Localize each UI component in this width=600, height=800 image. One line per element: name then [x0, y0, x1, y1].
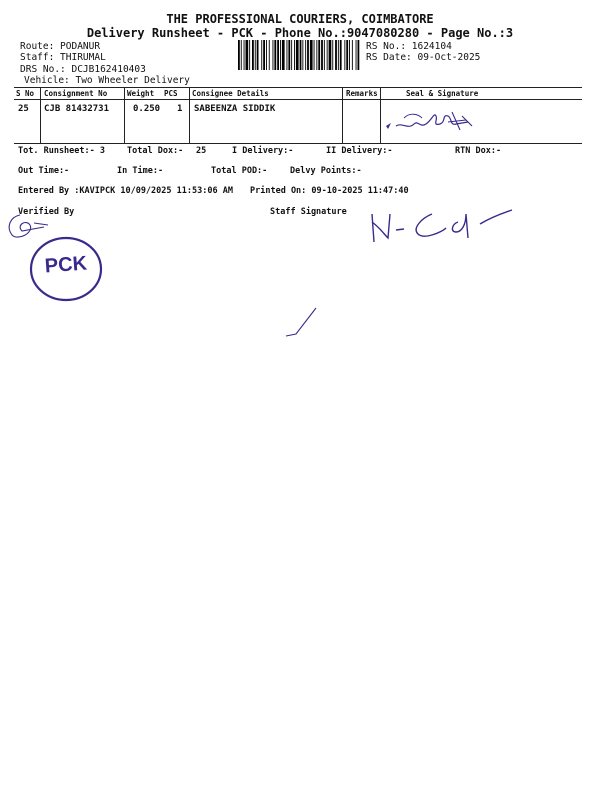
barcode-bar — [252, 40, 254, 70]
header-divider — [14, 99, 582, 100]
staff-signature — [362, 200, 522, 250]
barcode-bar — [346, 40, 348, 70]
barcode-bar — [261, 40, 262, 70]
company-title: THE PROFESSIONAL COURIERS, COIMBATORE — [166, 12, 434, 26]
barcode-bar — [263, 40, 265, 70]
runsheet-table — [14, 87, 582, 144]
rtn-dox: RTN Dox:- — [455, 146, 502, 156]
barcode-bar — [314, 40, 315, 70]
barcode-bar — [244, 40, 245, 70]
col-divider — [40, 88, 41, 143]
barcode-image — [236, 40, 362, 70]
barcode-bar — [280, 40, 281, 70]
pck-stamp — [28, 236, 104, 302]
total-dox-label: Total Dox:- — [127, 146, 184, 156]
header-consignee: Consignee Details — [192, 89, 269, 98]
barcode-bar — [257, 40, 259, 70]
header-pcs: PCS — [164, 89, 178, 98]
barcode-bar — [302, 40, 303, 70]
delvy-points: Delvy Points:- — [290, 166, 362, 176]
rs-date: RS Date: 09-Oct-2025 — [366, 52, 481, 63]
total-pod: Total POD:- — [211, 166, 268, 176]
route-label: Route: PODANUR — [20, 41, 101, 52]
cell-sno: 25 — [18, 104, 29, 114]
barcode-bar — [352, 40, 353, 70]
barcode-bar — [305, 40, 306, 70]
total-dox-value: 25 — [196, 146, 207, 156]
barcode-bar — [294, 40, 295, 70]
ii-delivery: II Delivery:- — [326, 146, 393, 156]
barcode-bar — [277, 40, 279, 70]
barcode-bar — [255, 40, 256, 70]
entered-by: Entered By :KAVIPCK 10/09/2025 11:53:06 AM — [18, 186, 233, 196]
barcode-bar — [332, 40, 333, 70]
pen-mark — [282, 302, 322, 342]
barcode-bar — [358, 40, 360, 70]
cell-consignee: SABEENZA SIDDIK — [194, 104, 276, 114]
runsheet-title — [0, 26, 600, 40]
header-consignment: Consignment No — [44, 89, 108, 98]
printed-on: Printed On: 09-10-2025 11:47:40 — [250, 186, 409, 196]
barcode-bar — [282, 40, 285, 70]
barcode-bar — [310, 40, 313, 70]
cell-pcs: 1 — [177, 104, 183, 114]
barcode-bar — [338, 40, 339, 70]
receiver-signature — [382, 102, 482, 142]
barcode-bar — [266, 40, 267, 70]
barcode-bar — [291, 40, 292, 70]
header-remarks: Remarks — [346, 89, 378, 98]
barcode-bar — [274, 40, 276, 70]
staff-signature-label: Staff Signature — [270, 207, 347, 217]
runsheet-title-text: Delivery Runsheet - PCK - Phone No.:9047080280 - Page No.:3 — [86, 26, 514, 40]
barcode-bar — [269, 40, 270, 70]
barcode-bar — [273, 40, 274, 70]
barcode-bar — [307, 40, 309, 70]
header-sno: S No — [16, 89, 35, 98]
barcode-bar — [249, 40, 250, 70]
header-seal: Seal & Signature — [406, 89, 479, 98]
stamp-text: PCK — [44, 252, 88, 278]
barcode-bar — [327, 40, 328, 70]
barcode-bar — [300, 40, 302, 70]
barcode-bar — [287, 40, 288, 70]
cell-weight: 0.250 — [133, 104, 161, 114]
barcode-bar — [335, 40, 337, 70]
barcode-bar — [356, 40, 357, 70]
col-divider — [189, 88, 190, 143]
barcode-bar — [288, 40, 290, 70]
col-divider — [124, 88, 125, 143]
header-weight: Weight — [127, 89, 155, 98]
col-divider — [342, 88, 343, 143]
in-time: In Time:- — [117, 166, 164, 176]
vehicle-label: Vehicle: Two Wheeler Delivery — [24, 75, 190, 86]
barcode-bar — [329, 40, 332, 70]
i-delivery: I Delivery:- — [232, 146, 294, 156]
staff-label: Staff: THIRUMAL — [20, 52, 106, 63]
barcode-bar — [321, 40, 323, 70]
rs-number: RS No.: 1624104 — [366, 41, 452, 52]
barcode-bar — [349, 40, 350, 70]
barcode-bar — [241, 40, 242, 70]
barcode-bar — [238, 40, 240, 70]
barcode-bar — [318, 40, 320, 70]
barcode-bar — [324, 40, 325, 70]
out-time: Out Time:- — [18, 166, 70, 176]
barcode-bar — [340, 40, 342, 70]
barcode-bar — [316, 40, 317, 70]
verified-by-label: Verified By — [18, 207, 75, 217]
barcode-bar — [296, 40, 299, 70]
col-divider — [380, 88, 381, 143]
drs-number: DRS No.: DCJB162410403 — [20, 64, 146, 75]
barcode-bar — [344, 40, 345, 70]
barcode-bar — [246, 40, 249, 70]
tot-runsheet: Tot. Runsheet:- 3 — [18, 146, 105, 156]
cell-consignment: CJB 81432731 — [44, 104, 110, 114]
